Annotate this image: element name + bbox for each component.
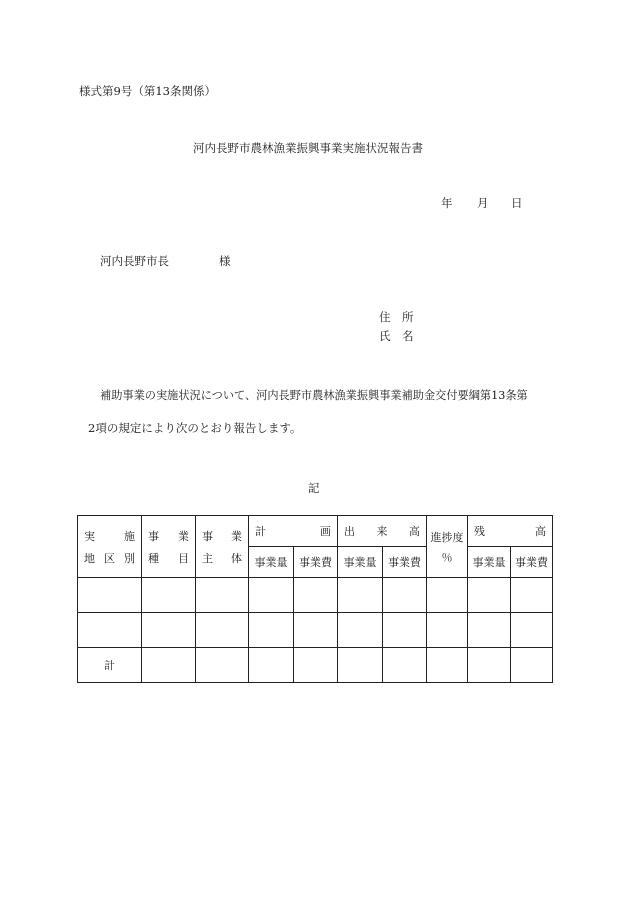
header-area: 実 施 地 区 別 [78,516,142,578]
actual-cost-header: 事業費 [383,547,427,578]
plan-cost-header: 事業費 [294,547,338,578]
note-heading: 記 [308,481,320,495]
plan-quantity-header: 事業量 [249,547,294,578]
body-text-line-2: 2項の規定により次のとおり報告します。 [88,421,302,435]
date-year: 年 [441,196,453,210]
remaining-quantity-header: 事業量 [468,547,511,578]
header-project-actor: 事 業 主 体 [196,516,249,578]
total-label: 計 [78,648,142,683]
document-title: 河内長野市農林漁業振興事業実施状況報告書 [193,141,423,155]
total-row [78,648,553,683]
table-row [78,613,553,648]
name-label: 氏 名 [379,329,414,343]
header-remaining: 残 高 [468,516,553,547]
header-row-1 [78,516,553,547]
header-project-type: 事 業 種 目 [142,516,196,578]
address-label: 住 所 [379,310,414,324]
actual-quantity-header: 事業量 [338,547,383,578]
header-progress: 進捗度 ％ [427,516,468,578]
form-number: 様式第9号（第13条関係） [79,84,216,98]
table-row [78,578,553,613]
remaining-cost-header: 事業費 [511,547,553,578]
header-actual: 出 来 高 [338,516,427,547]
date-day: 日 [511,196,523,210]
header-plan: 計 画 [249,516,338,547]
date-month: 月 [477,196,489,210]
addressee-name: 河内長野市長 [100,254,169,268]
addressee-honorific: 様 [219,254,231,268]
report-table [77,515,553,683]
body-text-line-1: 補助事業の実施状況について、河内長野市農林漁業振興事業補助金交付要綱第13条第 [100,389,528,402]
